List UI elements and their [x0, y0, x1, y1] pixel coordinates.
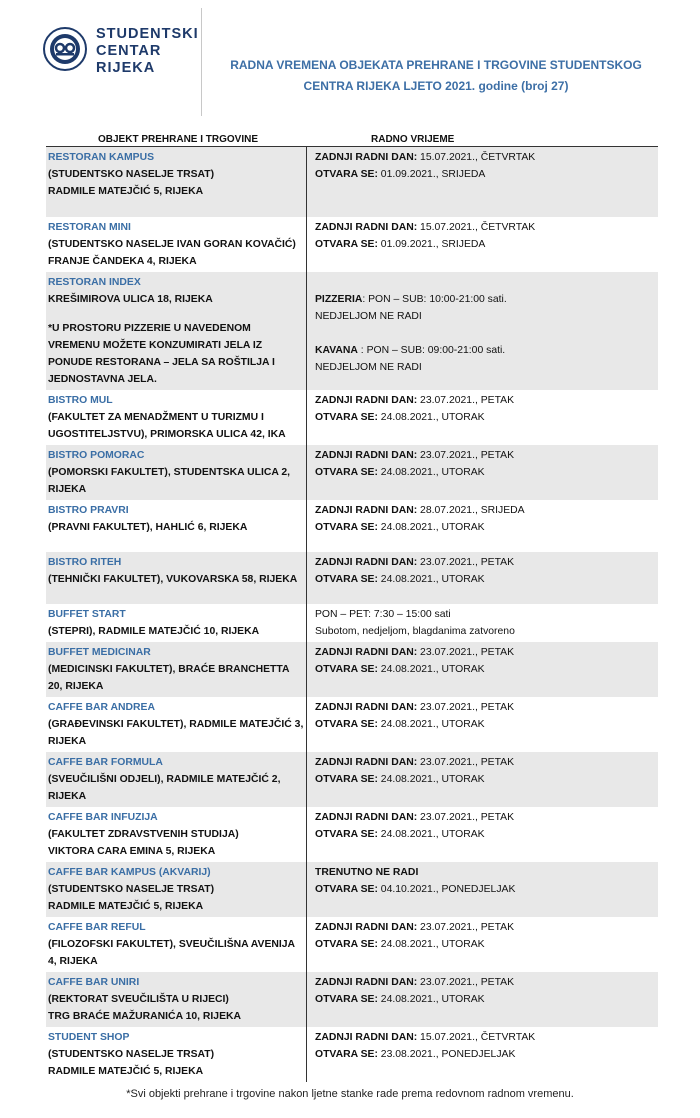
hours-value: 23.07.2021., PETAK: [417, 977, 515, 988]
logo: [42, 22, 199, 82]
hours-label: OTVARA SE:: [315, 1049, 378, 1060]
object-cell: [46, 862, 307, 917]
object-cell: [46, 972, 307, 1027]
object-detail: (FAKULTET ZDRAVSTVENIH STUDIJA): [48, 829, 239, 840]
table-row: [46, 390, 658, 445]
table-header: [46, 134, 658, 147]
hours-label: OTVARA SE:: [315, 239, 378, 250]
hours-cell: [307, 604, 659, 642]
object-detail: (STUDENTSKO NASELJE TRSAT): [48, 169, 215, 180]
hours-value: 01.09.2021., SRIJEDA: [377, 239, 486, 250]
hours-label: OTVARA SE:: [315, 574, 378, 585]
hours-cell: [307, 390, 659, 445]
hours-value: 28.07.2021., SRIJEDA: [417, 505, 525, 516]
hours-label: OTVARA SE:: [315, 467, 378, 478]
hours-table: [46, 147, 658, 1082]
hours-value: 15.07.2021., ČETVRTAK: [417, 1032, 536, 1043]
hours-value: 24.08.2021., UTORAK: [377, 467, 485, 478]
hours-line: [315, 308, 656, 325]
hours-value: 23.07.2021., PETAK: [417, 812, 515, 823]
object-detail: (FILOZOFSKI FAKULTET), SVEUČILIŠNA AVENIJA 4, RIJEKA: [48, 939, 295, 967]
hours-line: [315, 392, 656, 409]
table-row: [46, 697, 658, 752]
hours-line: [315, 864, 656, 881]
table-row: [46, 917, 658, 972]
hours-value: 24.08.2021., UTORAK: [377, 939, 485, 950]
object-detail: FRANJE ČANDEKA 4, RIJEKA: [48, 256, 197, 267]
hours-value: 23.07.2021., PETAK: [417, 922, 515, 933]
table-row: [46, 1027, 658, 1082]
hours-cell: [307, 972, 659, 1027]
table-row: [46, 604, 658, 642]
table-row: [46, 862, 658, 917]
hours-value: 15.07.2021., ČETVRTAK: [417, 222, 536, 233]
hours-line: [315, 623, 656, 640]
column-header-hours: RADNO VRIJEME: [371, 134, 455, 145]
hours-line: [315, 325, 656, 342]
table-row: [46, 445, 658, 500]
hours-cell: [307, 147, 659, 217]
object-name: CAFFE BAR REFUL: [48, 922, 146, 933]
object-detail: (TEHNIČKI FAKULTET), VUKOVARSKA 58, RIJEKA: [48, 574, 298, 585]
hours-line: [315, 519, 656, 536]
table-row: [46, 217, 658, 272]
object-detail: (MEDICINSKI FAKULTET), BRAĆE BRANCHETTA 20, RIJEKA: [48, 664, 290, 692]
object-name: BISTRO RITEH: [48, 557, 122, 568]
hours-value: 23.08.2021., PONEDJELJAK: [377, 1049, 516, 1060]
table-row: [46, 552, 658, 604]
object-cell: [46, 272, 307, 390]
hours-line: [315, 771, 656, 788]
hours-line: [315, 342, 656, 359]
hours-value: NEDJELJOM NE RADI: [315, 311, 422, 322]
logo-line: STUDENTSKI: [96, 26, 199, 42]
logo-emblem-icon: [42, 26, 88, 72]
hours-line: [315, 502, 656, 519]
hours-line: [315, 754, 656, 771]
object-cell: [46, 807, 307, 862]
hours-value: : PON – SUB: 09:00-21:00 sati.: [357, 345, 506, 356]
hours-value: 24.08.2021., UTORAK: [377, 412, 485, 423]
object-detail: RADMILE MATEJČIĆ 5, RIJEKA: [48, 186, 204, 197]
hours-line: [315, 409, 656, 426]
logo-line: CENTAR: [96, 43, 162, 59]
hours-line: [315, 809, 656, 826]
object-detail: (STUDENTSKO NASELJE TRSAT): [48, 884, 215, 895]
table-row: [46, 807, 658, 862]
hours-label: ZADNJI RADNI DAN:: [315, 557, 418, 568]
object-cell: [46, 445, 307, 500]
hours-cell: [307, 445, 659, 500]
title-line-1: RADNA VREMENA OBJEKATA PREHRANE I TRGOVINE STUDENTSKOG: [230, 58, 642, 72]
hours-label: ZADNJI RADNI DAN:: [315, 395, 418, 406]
hours-line: [315, 974, 656, 991]
hours-line: [315, 571, 656, 588]
column-header-object: OBJEKT PREHRANE I TRGOVINE: [98, 134, 259, 145]
object-name: BISTRO MUL: [48, 395, 113, 406]
hours-value: : PON – SUB: 10:00-21:00 sati.: [362, 294, 507, 305]
table-row: [46, 642, 658, 697]
hours-label: ZADNJI RADNI DAN:: [315, 505, 418, 516]
object-name: BUFFET MEDICINAR: [48, 647, 151, 658]
hours-value: 24.08.2021., UTORAK: [377, 774, 485, 785]
hours-label: ZADNJI RADNI DAN:: [315, 757, 418, 768]
object-name: CAFFE BAR ANDREA: [48, 702, 155, 713]
hours-label: ZADNJI RADNI DAN:: [315, 977, 418, 988]
hours-line: [315, 149, 656, 166]
hours-value: Subotom, nedjeljom, blagdanima zatvoreno: [315, 626, 515, 637]
hours-label: OTVARA SE:: [315, 884, 378, 895]
object-detail: (STUDENTSKO NASELJE IVAN GORAN KOVAČIĆ): [48, 239, 296, 250]
hours-label: TRENUTNO NE RADI: [315, 867, 419, 878]
object-name: CAFFE BAR UNIRI: [48, 977, 140, 988]
object-detail: *U PROSTORU PIZZERIE U NAVEDENOM VREMENU MOŽETE KONZUMIRATI JELA IZ PONUDE RESTORANA – JELA SA ROŠTILJA I JEDNOSTAVNA JELA.: [48, 323, 275, 385]
object-detail: RADMILE MATEJČIĆ 5, RIJEKA: [48, 1066, 204, 1077]
hours-label: OTVARA SE:: [315, 169, 378, 180]
object-name: BISTRO PRAVRI: [48, 505, 129, 516]
object-cell: [46, 697, 307, 752]
page-title: [226, 55, 646, 97]
object-detail: TRG BRAĆE MAŽURANIĆA 10, RIJEKA: [48, 1011, 242, 1022]
hours-line: [315, 716, 656, 733]
hours-line: [315, 919, 656, 936]
hours-cell: [307, 862, 659, 917]
hours-label: OTVARA SE:: [315, 994, 378, 1005]
hours-line: [315, 554, 656, 571]
hours-label: KAVANA: [315, 345, 358, 356]
hours-label: ZADNJI RADNI DAN:: [315, 812, 418, 823]
object-name: RESTORAN INDEX: [48, 277, 141, 288]
table-row: [46, 147, 658, 217]
object-cell: [46, 604, 307, 642]
hours-value: 23.07.2021., PETAK: [417, 757, 515, 768]
hours-value: 04.10.2021., PONEDJELJAK: [377, 884, 516, 895]
object-detail: (POMORSKI FAKULTET), STUDENTSKA ULICA 2, RIJEKA: [48, 467, 291, 495]
hours-line: [315, 236, 656, 253]
table-row: [46, 752, 658, 807]
object-name: CAFFE BAR INFUZIJA: [48, 812, 158, 823]
footnote: *Svi objekti prehrane i trgovine nakon ljetne stanke rade prema redovnom radnom vremenu.: [126, 1088, 574, 1100]
object-detail: (SVEUČILIŠNI ODJELI), RADMILE MATEJČIĆ 2, RIJEKA: [48, 774, 281, 802]
hours-line: [315, 274, 656, 291]
logo-text: [96, 26, 199, 77]
hours-label: OTVARA SE:: [315, 412, 378, 423]
hours-line: [315, 291, 656, 308]
hours-cell: [307, 272, 659, 390]
object-detail: (STEPRI), RADMILE MATEJČIĆ 10, RIJEKA: [48, 626, 260, 637]
hours-cell: [307, 807, 659, 862]
table-row: [46, 972, 658, 1027]
object-cell: [46, 642, 307, 697]
object-detail: RADMILE MATEJČIĆ 5, RIJEKA: [48, 901, 204, 912]
object-detail: (FAKULTET ZA MENADŽMENT U TURIZMU I UGOSTITELJSTVU), PRIMORSKA ULICA 42, IKA: [48, 412, 286, 440]
hours-line: [315, 661, 656, 678]
hours-cell: [307, 697, 659, 752]
object-cell: [46, 217, 307, 272]
hours-line: [315, 991, 656, 1008]
object-detail: KREŠIMIROVA ULICA 18, RIJEKA: [48, 294, 213, 305]
hours-line: [315, 1046, 656, 1063]
object-name: RESTORAN KAMPUS: [48, 152, 155, 163]
table-row: [46, 272, 658, 390]
object-cell: [46, 1027, 307, 1082]
hours-cell: [307, 217, 659, 272]
title-line-2: CENTRA RIJEKA LJETO 2021. godine (broj 27): [303, 79, 569, 93]
hours-label: OTVARA SE:: [315, 829, 378, 840]
hours-label: ZADNJI RADNI DAN:: [315, 222, 418, 233]
hours-line: [315, 826, 656, 843]
hours-line: [315, 936, 656, 953]
object-name: BISTRO POMORAC: [48, 450, 145, 461]
hours-value: 24.08.2021., UTORAK: [377, 522, 485, 533]
hours-label: ZADNJI RADNI DAN:: [315, 152, 418, 163]
hours-value: 24.08.2021., UTORAK: [377, 994, 485, 1005]
object-detail: [48, 308, 304, 320]
hours-value: 24.08.2021., UTORAK: [377, 829, 485, 840]
hours-label: PIZZERIA: [315, 294, 363, 305]
object-name: RESTORAN MINI: [48, 222, 131, 233]
table-row: [46, 500, 658, 552]
hours-cell: [307, 552, 659, 604]
hours-cell: [307, 752, 659, 807]
object-detail: (REKTORAT SVEUČILIŠTA U RIJECI): [48, 994, 229, 1005]
object-detail: VIKTORA CARA EMINA 5, RIJEKA: [48, 846, 216, 857]
object-name: CAFFE BAR FORMULA: [48, 757, 163, 768]
hours-cell: [307, 917, 659, 972]
logo-line: RIJEKA: [96, 60, 156, 76]
object-cell: [46, 390, 307, 445]
hours-line: [315, 219, 656, 236]
hours-value: 24.08.2021., UTORAK: [377, 719, 485, 730]
hours-value: 15.07.2021., ČETVRTAK: [417, 152, 536, 163]
hours-label: ZADNJI RADNI DAN:: [315, 450, 418, 461]
hours-line: [315, 699, 656, 716]
hours-line: [315, 464, 656, 481]
hours-line: [315, 166, 656, 183]
hours-line: [315, 881, 656, 898]
hours-line: [315, 644, 656, 661]
object-name: STUDENT SHOP: [48, 1032, 130, 1043]
hours-label: OTVARA SE:: [315, 939, 378, 950]
hours-line: [315, 447, 656, 464]
hours-value: 23.07.2021., PETAK: [417, 395, 515, 406]
object-cell: [46, 752, 307, 807]
object-detail: (GRAĐEVINSKI FAKULTET), RADMILE MATEJČIĆ 3, RIJEKA: [48, 719, 304, 747]
hours-value: 23.07.2021., PETAK: [417, 702, 515, 713]
hours-value: 01.09.2021., SRIJEDA: [377, 169, 486, 180]
hours-value: PON – PET: 7:30 – 15:00 sati: [315, 609, 451, 620]
hours-cell: [307, 642, 659, 697]
hours-value: 23.07.2021., PETAK: [417, 647, 515, 658]
hours-label: ZADNJI RADNI DAN:: [315, 702, 418, 713]
header-divider: [201, 8, 202, 116]
object-detail: (PRAVNI FAKULTET), HAHLIĆ 6, RIJEKA: [48, 522, 248, 533]
object-cell: [46, 917, 307, 972]
hours-label: OTVARA SE:: [315, 664, 378, 675]
hours-value: 24.08.2021., UTORAK: [377, 664, 485, 675]
hours-value: NEDJELJOM NE RADI: [315, 362, 422, 373]
hours-value: 24.08.2021., UTORAK: [377, 574, 485, 585]
hours-label: ZADNJI RADNI DAN:: [315, 647, 418, 658]
object-detail: (STUDENTSKO NASELJE TRSAT): [48, 1049, 215, 1060]
hours-line: [315, 359, 656, 376]
hours-label: ZADNJI RADNI DAN:: [315, 922, 418, 933]
object-cell: [46, 500, 307, 552]
hours-value: 23.07.2021., PETAK: [417, 557, 515, 568]
object-cell: [46, 147, 307, 217]
hours-value: 23.07.2021., PETAK: [417, 450, 515, 461]
hours-line: [315, 1029, 656, 1046]
hours-label: ZADNJI RADNI DAN:: [315, 1032, 418, 1043]
hours-cell: [307, 500, 659, 552]
hours-cell: [307, 1027, 659, 1082]
object-name: CAFFE BAR KAMPUS (AKVARIJ): [48, 867, 211, 878]
hours-label: OTVARA SE:: [315, 774, 378, 785]
hours-line: [315, 606, 656, 623]
object-cell: [46, 552, 307, 604]
hours-label: OTVARA SE:: [315, 522, 378, 533]
hours-label: OTVARA SE:: [315, 719, 378, 730]
object-name: BUFFET START: [48, 609, 126, 620]
